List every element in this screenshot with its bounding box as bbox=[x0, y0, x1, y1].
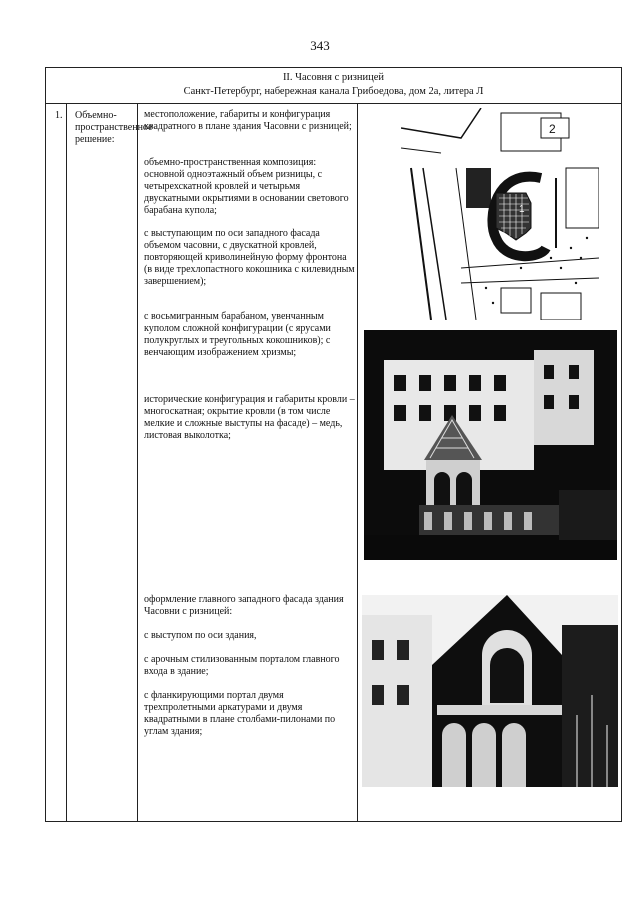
text-block bbox=[144, 311, 356, 359]
objects-table bbox=[45, 67, 622, 822]
text-paragraph: с выступающим по оси западного фасада объемом часовни, с двускатной кровлей, повторяющей криволинейную форму фронтона (в виде трехлопастного кокошника с килевидным завершением); bbox=[144, 228, 355, 287]
page-number: 343 bbox=[310, 38, 330, 53]
text-block bbox=[144, 654, 356, 678]
text-paragraph: местоположение, габариты и конфигурация квадратного в плане здания Часовни с ризницей; bbox=[144, 109, 352, 132]
situation-plan-image bbox=[401, 108, 599, 320]
text-paragraph: исторические конфигурация и габариты кровли – многоскатная; окрытие кровли (в том числе мелкие и сложные выступы на фасаде) – медь, листовая выколотка; bbox=[144, 394, 355, 441]
text-paragraph: с арочным стилизованным порталом главного входа в здание; bbox=[144, 654, 340, 677]
text-paragraph: с восьмигранным барабаном, увенчанным куполом сложной конфигурации (с ярусами полукруглых и треугольных кокошников); с венчающим изображением хризмы; bbox=[144, 311, 331, 358]
text-block bbox=[144, 109, 356, 133]
row-number: 1. bbox=[55, 110, 63, 121]
table-header bbox=[46, 68, 621, 104]
text-paragraph: с фланкирующими портал двумя трехпролетными аркатурами и двумя квадратными в плане столбами-пилонами по углам здания; bbox=[144, 690, 336, 737]
column-divider bbox=[66, 104, 67, 821]
text-block bbox=[144, 690, 356, 738]
text-paragraph: оформление главного западного фасада здания Часовни с ризницей: bbox=[144, 594, 344, 617]
column-divider bbox=[137, 104, 138, 821]
text-block bbox=[144, 394, 356, 442]
map-building-number: 1 bbox=[519, 204, 525, 215]
text-block bbox=[144, 157, 356, 217]
text-block bbox=[144, 594, 356, 618]
text-block bbox=[144, 630, 356, 642]
text-block bbox=[144, 228, 356, 288]
facade-photo bbox=[362, 595, 618, 787]
text-paragraph: с выступом по оси здания, bbox=[144, 630, 257, 641]
aerial-photo bbox=[364, 330, 617, 560]
text-paragraph: объемно-пространственная композиция: основной одноэтажный объем ризницы, с четырехскатной кровлей и четырьмя двускатными окрытиями в основании светового барабана купола; bbox=[144, 157, 349, 216]
header-address: Санкт-Петербург, набережная канала Грибоедова, дом 2а, литера Л bbox=[183, 86, 484, 97]
map-corner-number: 2 bbox=[549, 122, 556, 136]
column-divider bbox=[357, 104, 358, 821]
section-title: Объемно-пространственное решение: bbox=[75, 110, 153, 145]
header-object-name: II. Часовня с ризницей bbox=[282, 72, 385, 83]
